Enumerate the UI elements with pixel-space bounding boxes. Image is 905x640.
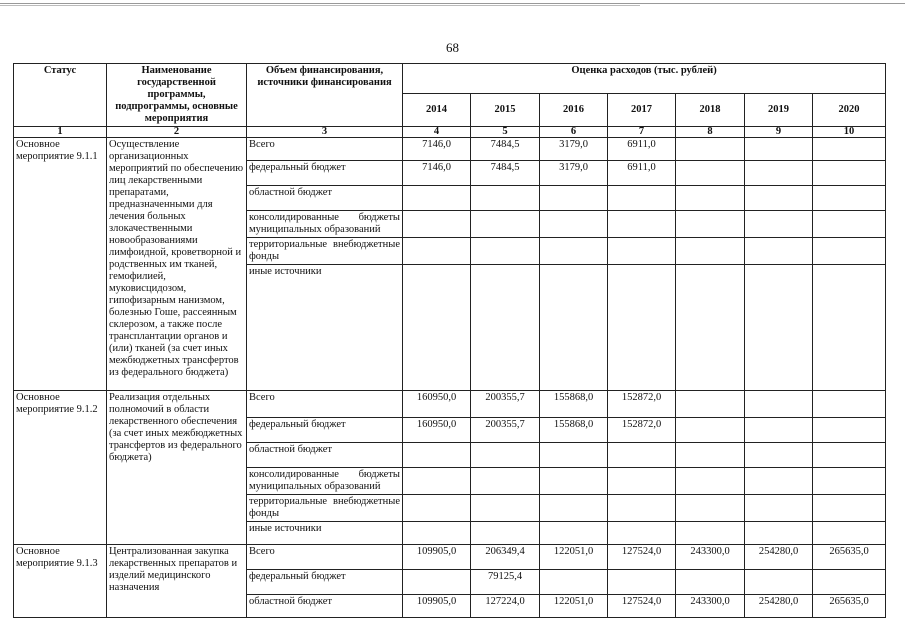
funding-source: федеральный бюджет — [247, 570, 403, 595]
activity-status: Основное мероприятие 9.1.1 — [14, 138, 107, 391]
header-year: 2017 — [608, 94, 676, 127]
expenditure-value — [540, 211, 608, 238]
header-year: 2016 — [540, 94, 608, 127]
expenditure-value — [813, 186, 886, 211]
expenditure-value: 7484,5 — [471, 138, 540, 161]
expenditure-value — [471, 186, 540, 211]
expenditure-value: 3179,0 — [540, 161, 608, 186]
activity-name: Реализация отдельных полномочий в области лекарственного обеспечения (за счет иных межбюджетных трансфертов из федерального бюджета) — [107, 391, 247, 545]
expenditure-value: 265635,0 — [813, 595, 886, 618]
expenditure-value — [745, 391, 813, 418]
column-number: 5 — [471, 127, 540, 138]
expenditure-value — [608, 186, 676, 211]
expenditure-value: 109905,0 — [403, 545, 471, 570]
column-number: 9 — [745, 127, 813, 138]
header-year: 2018 — [676, 94, 745, 127]
expenditure-value: 6911,0 — [608, 138, 676, 161]
expenditure-value — [540, 186, 608, 211]
funding-source: Всего — [247, 391, 403, 418]
expenditure-value: 3179,0 — [540, 138, 608, 161]
expenditure-value — [813, 418, 886, 443]
funding-source: Всего — [247, 138, 403, 161]
expenditure-value — [813, 265, 886, 391]
expenditure-value — [403, 186, 471, 211]
expenditure-value — [471, 238, 540, 265]
expenditure-value — [540, 468, 608, 495]
expenditure-value — [676, 186, 745, 211]
expenditure-value — [745, 265, 813, 391]
expenditure-value — [608, 522, 676, 545]
expenditure-value — [676, 495, 745, 522]
expenditure-value — [676, 443, 745, 468]
funding-source: территориальные внебюджетные фонды — [247, 238, 403, 265]
expenditure-value — [745, 138, 813, 161]
expenditure-value — [745, 495, 813, 522]
expenditure-value — [608, 570, 676, 595]
expenditure-value: 127524,0 — [608, 595, 676, 618]
scan-top-line-2 — [0, 5, 640, 6]
expenditure-value: 7146,0 — [403, 161, 471, 186]
expenditure-value — [608, 468, 676, 495]
expenditure-value — [540, 443, 608, 468]
activity-name: Осуществление организационных мероприятий по обеспечению лиц лекарственными препаратами, предназначенными для лечения больных злокачественными новообразованиями лимфоидной, кроветворной и родственных им тканей, гемофилией, муковисцидозом, гипофизарным нанизмом, болезнью Гоше, рассеянным склерозом, а также после трансплантации органов и (или) тканей (за счет иных межбюджетных трансфертов из федерального бюджета) — [107, 138, 247, 391]
expenditure-value — [403, 468, 471, 495]
header-name: Наименование государственной программы, подпрограммы, основные мероприятия — [107, 64, 247, 127]
column-number: 3 — [247, 127, 403, 138]
expenditure-value: 155868,0 — [540, 391, 608, 418]
expenditure-value — [403, 522, 471, 545]
expenditure-value — [676, 468, 745, 495]
expenditure-value — [471, 468, 540, 495]
table-row — [14, 545, 886, 570]
expenditure-value — [471, 522, 540, 545]
expenditure-value — [745, 211, 813, 238]
expenditure-value — [403, 570, 471, 595]
expenditure-value: 243300,0 — [676, 595, 745, 618]
expenditure-value: 206349,4 — [471, 545, 540, 570]
activity-status: Основное мероприятие 9.1.3 — [14, 545, 107, 618]
funding-source: федеральный бюджет — [247, 418, 403, 443]
funding-source: иные источники — [247, 265, 403, 391]
funding-source: консолидированные бюджеты муниципальных образований — [247, 211, 403, 238]
expenditure-value — [676, 211, 745, 238]
expenditure-value — [540, 570, 608, 595]
expenditure-value: 265635,0 — [813, 545, 886, 570]
funding-source: федеральный бюджет — [247, 161, 403, 186]
funding-source: областной бюджет — [247, 443, 403, 468]
table-row — [14, 138, 886, 161]
column-number: 2 — [107, 127, 247, 138]
expenditure-value: 109905,0 — [403, 595, 471, 618]
funding-source: территориальные внебюджетные фонды — [247, 495, 403, 522]
header-year: 2014 — [403, 94, 471, 127]
column-number: 7 — [608, 127, 676, 138]
expenditure-value — [676, 570, 745, 595]
expenditure-value: 122051,0 — [540, 595, 608, 618]
expenditure-value — [403, 443, 471, 468]
expenditure-value — [540, 522, 608, 545]
expenditure-value — [745, 186, 813, 211]
activity-status: Основное мероприятие 9.1.2 — [14, 391, 107, 545]
expenditure-value — [403, 495, 471, 522]
expenditure-value — [745, 522, 813, 545]
expenditure-value — [676, 161, 745, 186]
expenditure-value — [608, 265, 676, 391]
expenditure-value — [608, 211, 676, 238]
expenditure-value — [471, 443, 540, 468]
column-number: 6 — [540, 127, 608, 138]
expenditure-value — [813, 468, 886, 495]
activity-name: Централизованная закупка лекарственных препаратов и изделий медицинского назначения — [107, 545, 247, 618]
expenditure-value: 152872,0 — [608, 391, 676, 418]
header-year: 2015 — [471, 94, 540, 127]
expenditure-value — [540, 495, 608, 522]
expenditure-value — [813, 238, 886, 265]
expenditure-value — [471, 495, 540, 522]
expenditure-value: 155868,0 — [540, 418, 608, 443]
expenditure-value: 7484,5 — [471, 161, 540, 186]
header-column-numbers-row — [14, 127, 886, 138]
expenditure-value — [676, 238, 745, 265]
header-estimate: Оценка расходов (тыс. рублей) — [403, 64, 886, 94]
expenditure-value — [608, 238, 676, 265]
funding-source: консолидированные бюджеты муниципальных образований — [247, 468, 403, 495]
expenditure-value: 79125,4 — [471, 570, 540, 595]
expenditure-value — [813, 391, 886, 418]
expenditure-value — [676, 265, 745, 391]
funding-source: областной бюджет — [247, 186, 403, 211]
column-number: 8 — [676, 127, 745, 138]
expenditure-value: 127224,0 — [471, 595, 540, 618]
expenditure-value — [745, 468, 813, 495]
expenditure-table — [13, 63, 886, 618]
expenditure-value — [608, 443, 676, 468]
column-number: 1 — [14, 127, 107, 138]
expenditure-value — [745, 418, 813, 443]
expenditure-value: 160950,0 — [403, 418, 471, 443]
expenditure-value: 200355,7 — [471, 391, 540, 418]
expenditure-value: 243300,0 — [676, 545, 745, 570]
expenditure-value — [745, 443, 813, 468]
expenditure-value: 254280,0 — [745, 545, 813, 570]
expenditure-value — [813, 443, 886, 468]
expenditure-value — [676, 522, 745, 545]
expenditure-value: 254280,0 — [745, 595, 813, 618]
table-row — [14, 391, 886, 418]
expenditure-value — [813, 522, 886, 545]
expenditure-value — [813, 495, 886, 522]
expenditure-value — [540, 265, 608, 391]
expenditure-value — [745, 161, 813, 186]
expenditure-value — [676, 138, 745, 161]
funding-source: Всего — [247, 545, 403, 570]
header-volume: Объем финансирования, источники финансирования — [247, 64, 403, 127]
column-number: 4 — [403, 127, 471, 138]
header-year: 2020 — [813, 94, 886, 127]
expenditure-value: 127524,0 — [608, 545, 676, 570]
expenditure-value — [540, 238, 608, 265]
expenditure-value — [403, 238, 471, 265]
table-body — [14, 138, 886, 618]
expenditure-value — [813, 138, 886, 161]
expenditure-value: 6911,0 — [608, 161, 676, 186]
expenditure-value — [676, 418, 745, 443]
expenditure-value — [471, 211, 540, 238]
expenditure-value — [813, 570, 886, 595]
expenditure-value: 7146,0 — [403, 138, 471, 161]
column-number: 10 — [813, 127, 886, 138]
expenditure-value — [813, 161, 886, 186]
header-year: 2019 — [745, 94, 813, 127]
expenditure-value — [813, 211, 886, 238]
expenditure-value — [676, 391, 745, 418]
expenditure-value: 122051,0 — [540, 545, 608, 570]
header-status: Статус — [14, 64, 107, 127]
expenditure-value — [403, 211, 471, 238]
funding-source: иные источники — [247, 522, 403, 545]
funding-source: областной бюджет — [247, 595, 403, 618]
expenditure-value: 160950,0 — [403, 391, 471, 418]
expenditure-value — [608, 495, 676, 522]
expenditure-value: 152872,0 — [608, 418, 676, 443]
expenditure-value — [471, 265, 540, 391]
expenditure-value — [403, 265, 471, 391]
expenditure-value — [745, 570, 813, 595]
header-row-1 — [14, 64, 886, 94]
page-number: 68 — [446, 40, 459, 55]
expenditure-value — [745, 238, 813, 265]
scan-top-line — [0, 3, 905, 4]
expenditure-value: 200355,7 — [471, 418, 540, 443]
